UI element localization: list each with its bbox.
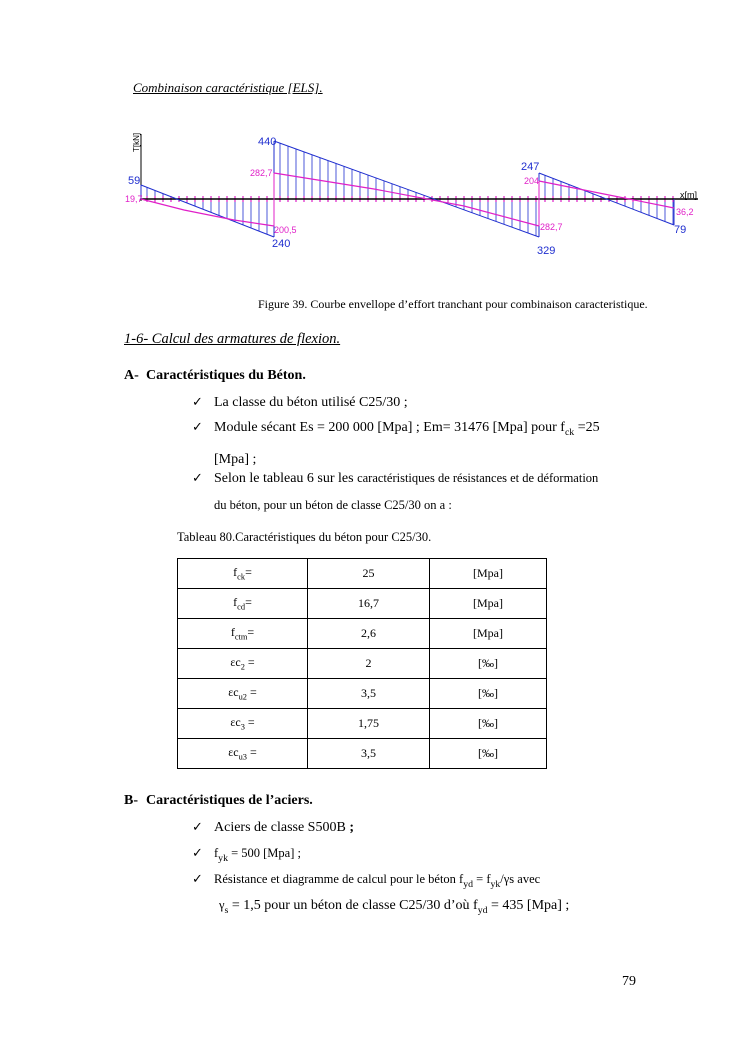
cell-value: 16,7 <box>308 589 430 619</box>
table-row <box>178 559 547 589</box>
x-axis-label: x[m] <box>680 190 697 200</box>
cell-unit: [Mpa] <box>430 619 547 649</box>
cell-unit: [Mpa] <box>430 559 547 589</box>
table-row <box>178 679 547 709</box>
heading-aciers <box>124 793 313 809</box>
table-row <box>178 589 547 619</box>
cell-unit: [‰] <box>430 679 547 709</box>
label-59: 59 <box>128 175 141 187</box>
cell-unit: [‰] <box>430 709 547 739</box>
label-247: 247 <box>521 161 540 173</box>
figure-caption: Figure 39. Courbe envellope d’effort tranchant pour combinaison caracteristique. <box>258 297 648 311</box>
list-item: ✓ Aciers de classe S500B ; <box>214 814 354 841</box>
blue-hatch-lines <box>147 143 673 236</box>
label-36-2: 36,2 <box>676 207 694 217</box>
checkmark-icon: ✓ <box>192 846 203 861</box>
label-19-7: 19,7 <box>125 194 143 204</box>
checkmark-icon: ✓ <box>192 420 203 435</box>
cell-unit: [‰] <box>430 739 547 769</box>
magenta-envelope-1 <box>141 199 274 226</box>
label-200-5: 200,5 <box>274 225 297 235</box>
cell-value: 2 <box>308 649 430 679</box>
blue-shear-segment-1 <box>141 185 274 237</box>
cell-value: 25 <box>308 559 430 589</box>
cell-symbol: $f_{cd}=$ <box>178 589 308 619</box>
label-329: 329 <box>537 245 556 257</box>
checkmark-icon: ✓ <box>192 395 203 410</box>
page-number: 79 <box>622 974 636 989</box>
beton-properties-table <box>177 558 547 769</box>
table-row <box>178 709 547 739</box>
heading-letter: B- <box>124 793 138 808</box>
text-line: $\gamma_s = 1,5$ pour un béton de classe C25/30 d’où $f_{yd} = 435$ [Mpa] ; <box>219 898 570 916</box>
cell-symbol: $f_{ctm}=$ <box>178 619 308 649</box>
list-item: ✓ La classe du béton utilisé C25/30 ; <box>214 389 408 416</box>
magenta-envelope-3 <box>539 181 674 208</box>
label-440: 440 <box>258 136 277 148</box>
cell-unit: [Mpa] <box>430 589 547 619</box>
cell-value: 3,5 <box>308 739 430 769</box>
combination-caption: Combinaison caractéristique [ELS]. <box>133 80 323 95</box>
cell-value: 3,5 <box>308 679 430 709</box>
label-79: 79 <box>674 224 687 236</box>
y-axis-label: T[kN] <box>132 132 141 152</box>
checkmark-icon: ✓ <box>192 872 203 887</box>
list-item: ✓ Module sécant Es = 200 000 [Mpa] ; Em= 31476 [Mpa] pour $f_{ck} =25$ [Mpa] ; <box>214 414 654 473</box>
heading-text: Caractéristiques du Béton. <box>146 368 306 383</box>
table-caption: Tableau 80.Caractéristiques du béton pour C25/30. <box>177 530 432 544</box>
cell-unit: [‰] <box>430 649 547 679</box>
shear-envelope-diagram <box>124 126 714 266</box>
blue-shear-segment-2 <box>274 141 539 237</box>
checkmark-icon: ✓ <box>192 820 203 835</box>
cell-symbol: $\varepsilon c_{u2}$ = <box>178 679 308 709</box>
cell-symbol: $\varepsilon c_{u3}$ = <box>178 739 308 769</box>
heading-text: Caractéristiques de l’aciers. <box>146 793 313 808</box>
cell-symbol: $\varepsilon c_3$ = <box>178 709 308 739</box>
label-282-7-right: 282,7 <box>540 222 563 232</box>
list-item: ✓ Résistance et diagramme de calcul pour le béton $f_{yd} = f_{yk}/\gamma s$ avec <box>214 866 664 898</box>
table-row <box>178 649 547 679</box>
cell-value: 2,6 <box>308 619 430 649</box>
table-row <box>178 619 547 649</box>
table-row <box>178 739 547 769</box>
heading-beton <box>124 368 306 384</box>
cell-symbol: $\varepsilon c_2$ = <box>178 649 308 679</box>
list-item: ✓ $f_{yk} = 500$ [Mpa] ; <box>214 840 301 872</box>
section-title: 1-6- Calcul des armatures de flexion. <box>124 331 341 347</box>
checkmark-icon: ✓ <box>192 471 203 486</box>
list-item: ✓ Selon le tableau 6 sur les caractéristiques de résistances et de déformation du béton, pour un béton de classe C25/30 on a : <box>214 465 664 519</box>
label-204: 204 <box>524 176 540 186</box>
heading-letter: A- <box>124 368 139 383</box>
label-240: 240 <box>272 238 291 250</box>
cell-symbol: $f_{ck}=$ <box>178 559 308 589</box>
label-282-7-left: 282,7 <box>250 168 273 178</box>
cell-value: 1,75 <box>308 709 430 739</box>
